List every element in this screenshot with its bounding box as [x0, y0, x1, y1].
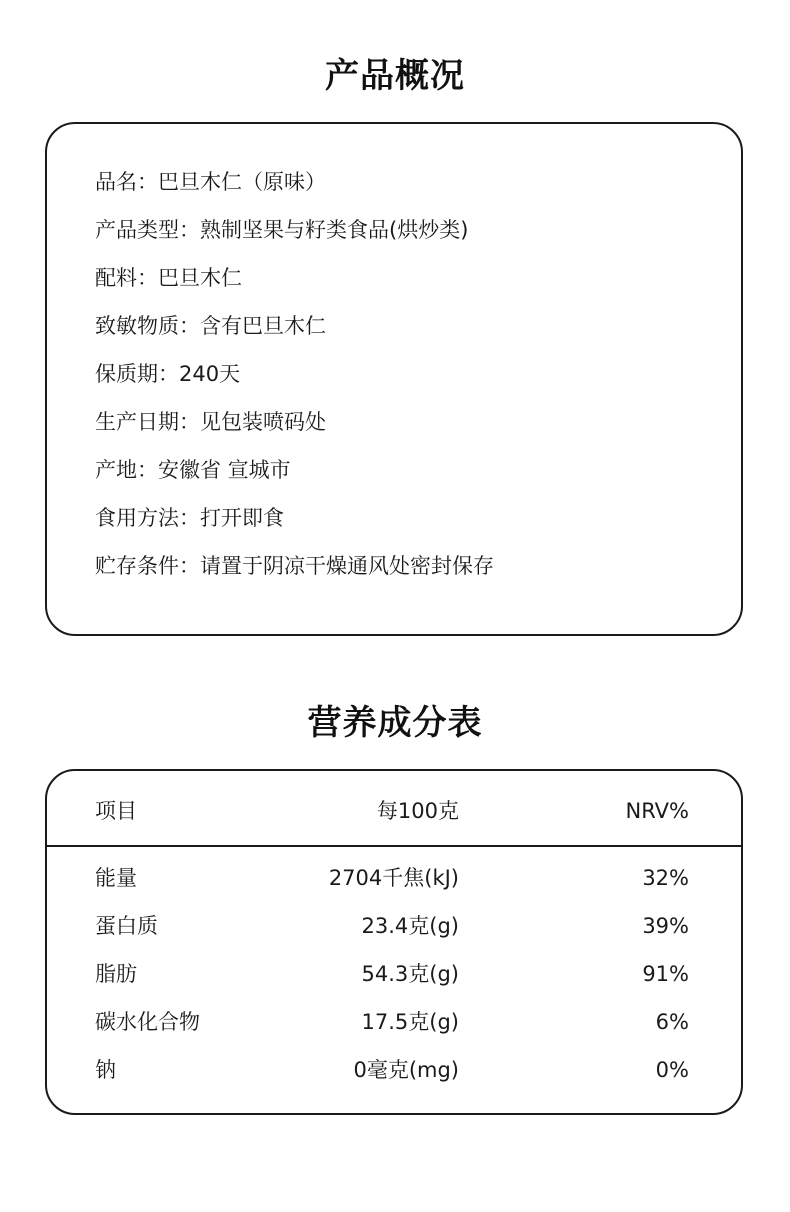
row-nrv: 6%	[655, 1010, 689, 1034]
table-divider	[47, 845, 741, 847]
info-row-ingredients	[95, 258, 494, 306]
row-item: 蛋白质	[95, 914, 158, 938]
row-per-100g: 2704千焦(kJ)	[328, 866, 459, 890]
info-separator: ：	[179, 410, 200, 434]
info-value: 请置于阴凉干燥通风处密封保存	[200, 554, 494, 578]
table-row-energy	[47, 858, 741, 898]
product-overview-title: 产品概况	[325, 56, 465, 96]
table-row-protein	[47, 906, 741, 946]
row-nrv: 32%	[642, 866, 689, 890]
info-row-product-name	[95, 162, 494, 210]
row-per-100g: 0毫克(mg)	[353, 1058, 459, 1082]
row-item: 能量	[95, 866, 137, 890]
info-row-product-type	[95, 210, 494, 258]
info-separator: ：	[179, 314, 200, 338]
info-separator: ：	[137, 458, 158, 482]
info-value: 安徽省 宣城市	[158, 458, 291, 482]
info-label: 保质期	[95, 362, 158, 386]
nutrition-table-card	[45, 769, 743, 1115]
info-row-origin	[95, 450, 494, 498]
nutrition-facts-title: 营养成分表	[307, 703, 483, 743]
row-item: 脂肪	[95, 962, 137, 986]
info-label: 品名	[95, 170, 137, 194]
column-header-per-100g: 每100克	[376, 799, 459, 823]
column-header-item: 项目	[95, 799, 137, 823]
row-per-100g: 54.3克(g)	[361, 962, 459, 986]
info-separator: ：	[137, 170, 158, 194]
info-label: 致敏物质	[95, 314, 179, 338]
row-nrv: 0%	[655, 1058, 689, 1082]
info-label: 食用方法	[95, 506, 179, 530]
product-info-list	[95, 162, 494, 594]
info-row-storage	[95, 546, 494, 594]
info-separator: ：	[158, 362, 179, 386]
info-value: 熟制坚果与籽类食品(烘炒类)	[200, 218, 469, 242]
product-overview-card	[45, 122, 743, 636]
row-nrv: 91%	[642, 962, 689, 986]
row-nrv: 39%	[642, 914, 689, 938]
info-row-usage	[95, 498, 494, 546]
info-row-production-date	[95, 402, 494, 450]
info-separator: ：	[179, 554, 200, 578]
info-value: 巴旦木仁（原味）	[158, 170, 326, 194]
column-header-nrv: NRV%	[625, 799, 689, 823]
info-value: 240天	[179, 362, 241, 386]
nutrition-table-header	[47, 791, 741, 831]
info-label: 贮存条件	[95, 554, 179, 578]
info-label: 产品类型	[95, 218, 179, 242]
table-row-sodium	[47, 1050, 741, 1090]
info-label: 产地	[95, 458, 137, 482]
info-separator: ：	[179, 506, 200, 530]
info-value: 见包装喷码处	[200, 410, 326, 434]
info-row-shelf-life	[95, 354, 494, 402]
info-value: 打开即食	[200, 506, 284, 530]
table-row-fat	[47, 954, 741, 994]
info-separator: ：	[179, 218, 200, 242]
info-separator: ：	[137, 266, 158, 290]
info-value: 含有巴旦木仁	[200, 314, 326, 338]
table-row-carbohydrate	[47, 1002, 741, 1042]
row-item: 碳水化合物	[95, 1010, 200, 1034]
row-per-100g: 23.4克(g)	[361, 914, 459, 938]
info-value: 巴旦木仁	[158, 266, 242, 290]
row-per-100g: 17.5克(g)	[361, 1010, 459, 1034]
info-row-allergens	[95, 306, 494, 354]
info-label: 配料	[95, 266, 137, 290]
info-label: 生产日期	[95, 410, 179, 434]
row-item: 钠	[95, 1058, 116, 1082]
